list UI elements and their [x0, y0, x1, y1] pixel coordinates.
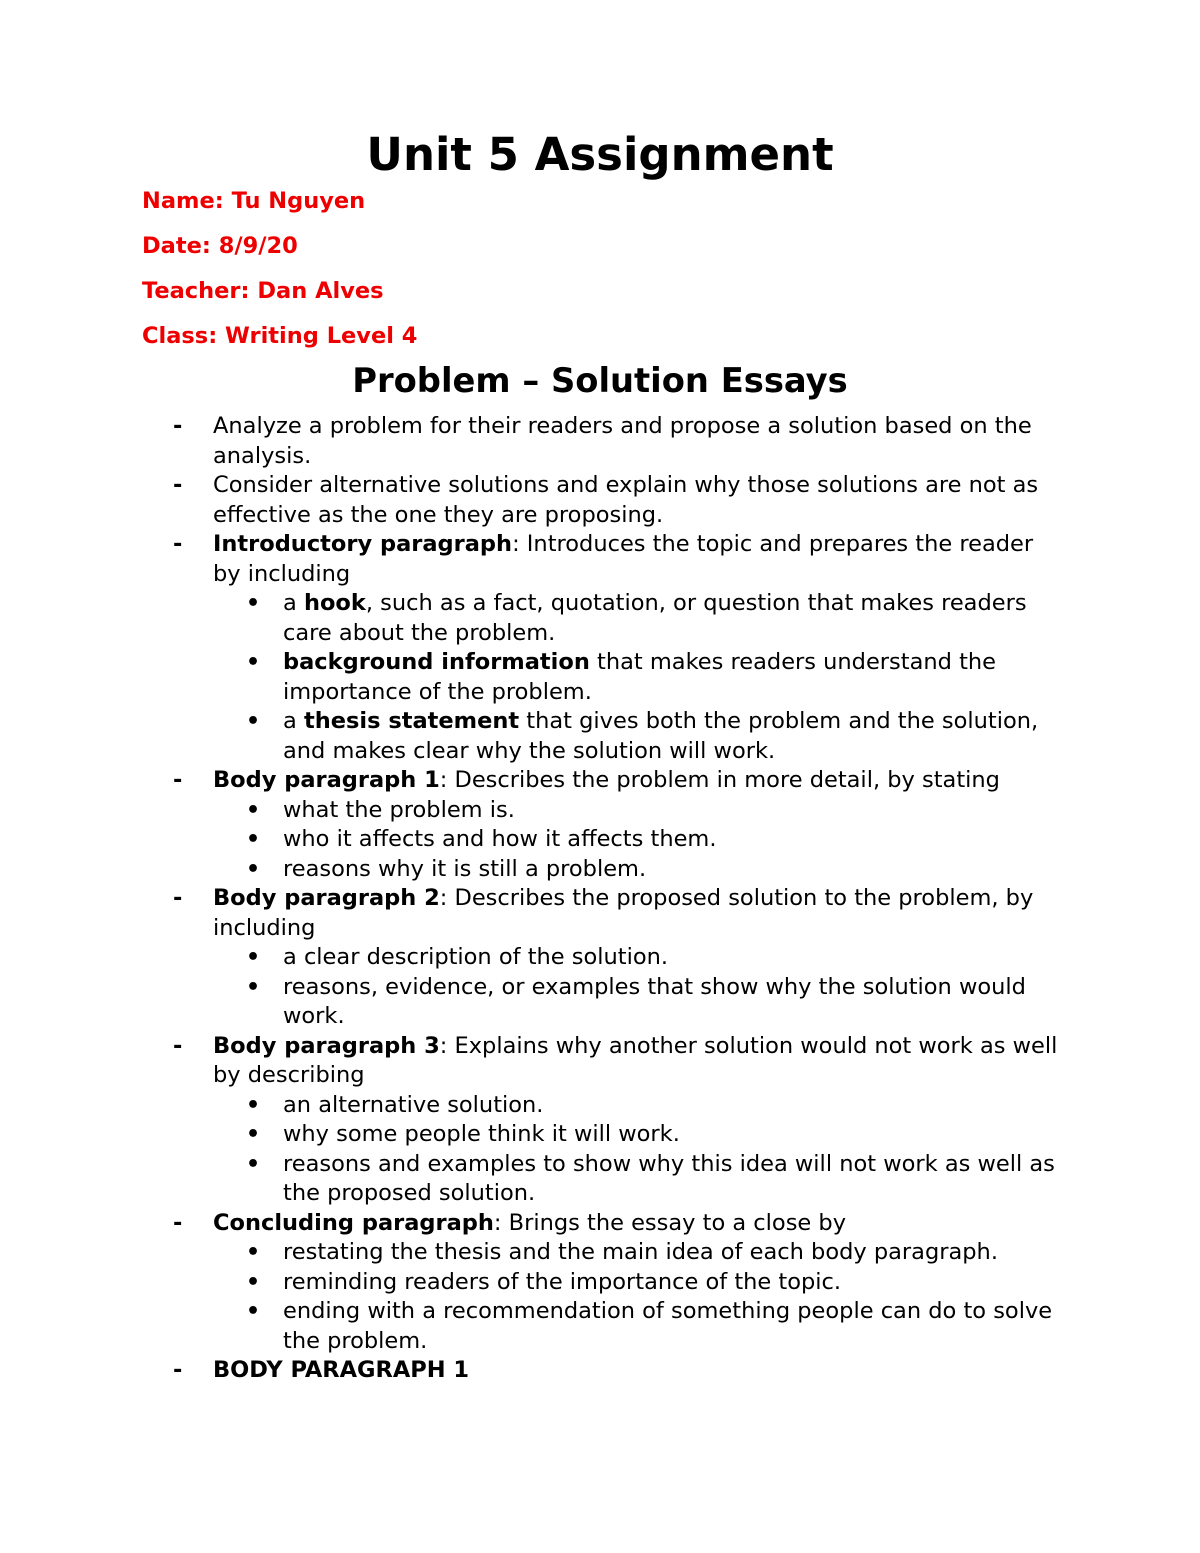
name-value: Tu Nguyen	[231, 188, 366, 214]
bullet-marker: •	[246, 1299, 261, 1324]
bullet-marker: •	[246, 1151, 261, 1177]
subitem-text: that gives both the problem and the solution, and makes clear why the solution will work.	[283, 708, 1039, 764]
subitem-text: reasons and examples to show why this idea will not work as well as the proposed solution.	[283, 1150, 1055, 1206]
subitem-text: ending with a recommendation of something people can do to solve the problem.	[283, 1298, 1053, 1354]
teacher-line	[142, 276, 384, 306]
date-label: Date:	[142, 233, 211, 259]
dash-marker: -	[173, 531, 183, 557]
list-subitem	[0, 1120, 1073, 1150]
list-item	[0, 1032, 1063, 1091]
item-text: : Brings the essay to a close by	[493, 1209, 847, 1236]
list-item	[0, 471, 1063, 530]
item-text: : Explains why another solution would not work as well by describing	[213, 1032, 1058, 1088]
date-value: 8/9/20	[218, 233, 298, 259]
class-value: Writing Level 4	[225, 323, 418, 349]
list-subitem	[0, 648, 1073, 707]
bullet-marker: •	[246, 827, 261, 852]
bullet-marker: •	[246, 797, 261, 823]
bullet-marker: •	[246, 650, 261, 675]
list-subitem	[0, 1238, 1073, 1268]
subitem-text: why some people think it will work.	[283, 1121, 680, 1147]
bullet-marker: •	[246, 1269, 261, 1295]
name-label: Name:	[142, 188, 224, 214]
subitem-keyword: hook	[303, 590, 366, 616]
subitem-text: an alternative solution.	[283, 1091, 544, 1118]
bullet-marker: •	[246, 709, 261, 734]
item-heading: Introductory paragraph	[213, 531, 513, 557]
bullet-marker: •	[246, 945, 261, 970]
subitem-text: restating the thesis and the main idea of each body paragraph.	[283, 1239, 998, 1265]
dash-marker: -	[173, 472, 183, 498]
teacher-label: Teacher:	[142, 278, 250, 304]
subitem-text: who it affects and how it affects them.	[283, 826, 717, 852]
subitem-keyword: background information	[283, 649, 590, 675]
subitem-prefix: a	[283, 590, 304, 616]
list-item	[0, 766, 1063, 796]
section-heading: BODY PARAGRAPH 1	[213, 1357, 470, 1383]
list-item	[0, 1356, 1063, 1386]
class-label: Class:	[142, 323, 218, 349]
item-text: : Describes the problem in more detail, by stating	[439, 767, 1000, 793]
subitem-text: reminding readers of the importance of the topic.	[283, 1268, 842, 1295]
bullet-marker: •	[246, 856, 261, 882]
class-line	[142, 321, 417, 351]
list-subitem	[0, 1150, 1073, 1209]
date-line	[142, 231, 298, 261]
subitem-text: reasons why it is still a problem.	[283, 855, 647, 882]
bullet-marker: •	[246, 1240, 261, 1265]
dash-marker: -	[173, 1032, 183, 1059]
list-subitem	[0, 943, 1073, 973]
subitem-text: a clear description of the solution.	[283, 944, 669, 970]
subitem-keyword: thesis statement	[303, 708, 520, 734]
item-text: : Describes the proposed solution to the problem, by including	[213, 885, 1034, 941]
item-heading: Concluding paragraph	[213, 1209, 494, 1236]
item-text: Analyze a problem for their readers and propose a solution based on the analysis.	[213, 413, 1032, 469]
document-title: Unit 5 Assignment	[366, 128, 834, 181]
list-subitem	[0, 589, 1073, 648]
dash-marker: -	[173, 1357, 183, 1383]
list-subitem	[0, 825, 1073, 855]
subitem-prefix: a	[283, 708, 304, 734]
section-subtitle: Problem – Solution Essays	[352, 361, 848, 400]
subitem-text: that makes readers understand the importance of the problem.	[283, 649, 997, 705]
bullet-marker: •	[246, 1122, 261, 1147]
list-subitem	[0, 855, 1073, 885]
list-subitem	[0, 796, 1073, 826]
bullet-marker: •	[246, 591, 261, 616]
list-subitem	[0, 1091, 1073, 1121]
dash-marker: -	[173, 1209, 183, 1236]
item-text: Consider alternative solutions and explain why those solutions are not as effective as the one they are proposing.	[213, 472, 1039, 528]
item-heading: Body paragraph 3	[213, 1032, 440, 1059]
bullet-marker: •	[246, 974, 261, 1000]
name-line	[142, 186, 365, 216]
list-subitem	[0, 973, 1073, 1032]
dash-marker: -	[173, 885, 183, 911]
outline-list	[0, 412, 1200, 1386]
bullet-marker: •	[246, 1092, 261, 1118]
list-item	[0, 1209, 1063, 1239]
list-item	[0, 412, 1063, 471]
subitem-text: , such as a fact, quotation, or question that makes readers care about the problem.	[283, 590, 1027, 646]
item-heading: Body paragraph 2	[213, 885, 440, 911]
list-subitem	[0, 1297, 1073, 1356]
subitem-text: what the problem is.	[283, 796, 515, 823]
dash-marker: -	[173, 413, 183, 439]
item-heading: Body paragraph 1	[213, 767, 440, 793]
item-text: : Introduces the topic and prepares the reader by including	[213, 531, 1034, 587]
list-item	[0, 884, 1063, 943]
list-item	[0, 530, 1063, 589]
list-subitem	[0, 707, 1073, 766]
subitem-text: reasons, evidence, or examples that show why the solution would work.	[283, 973, 1026, 1029]
dash-marker: -	[173, 767, 183, 793]
list-subitem	[0, 1268, 1073, 1298]
teacher-value: Dan Alves	[257, 278, 384, 304]
